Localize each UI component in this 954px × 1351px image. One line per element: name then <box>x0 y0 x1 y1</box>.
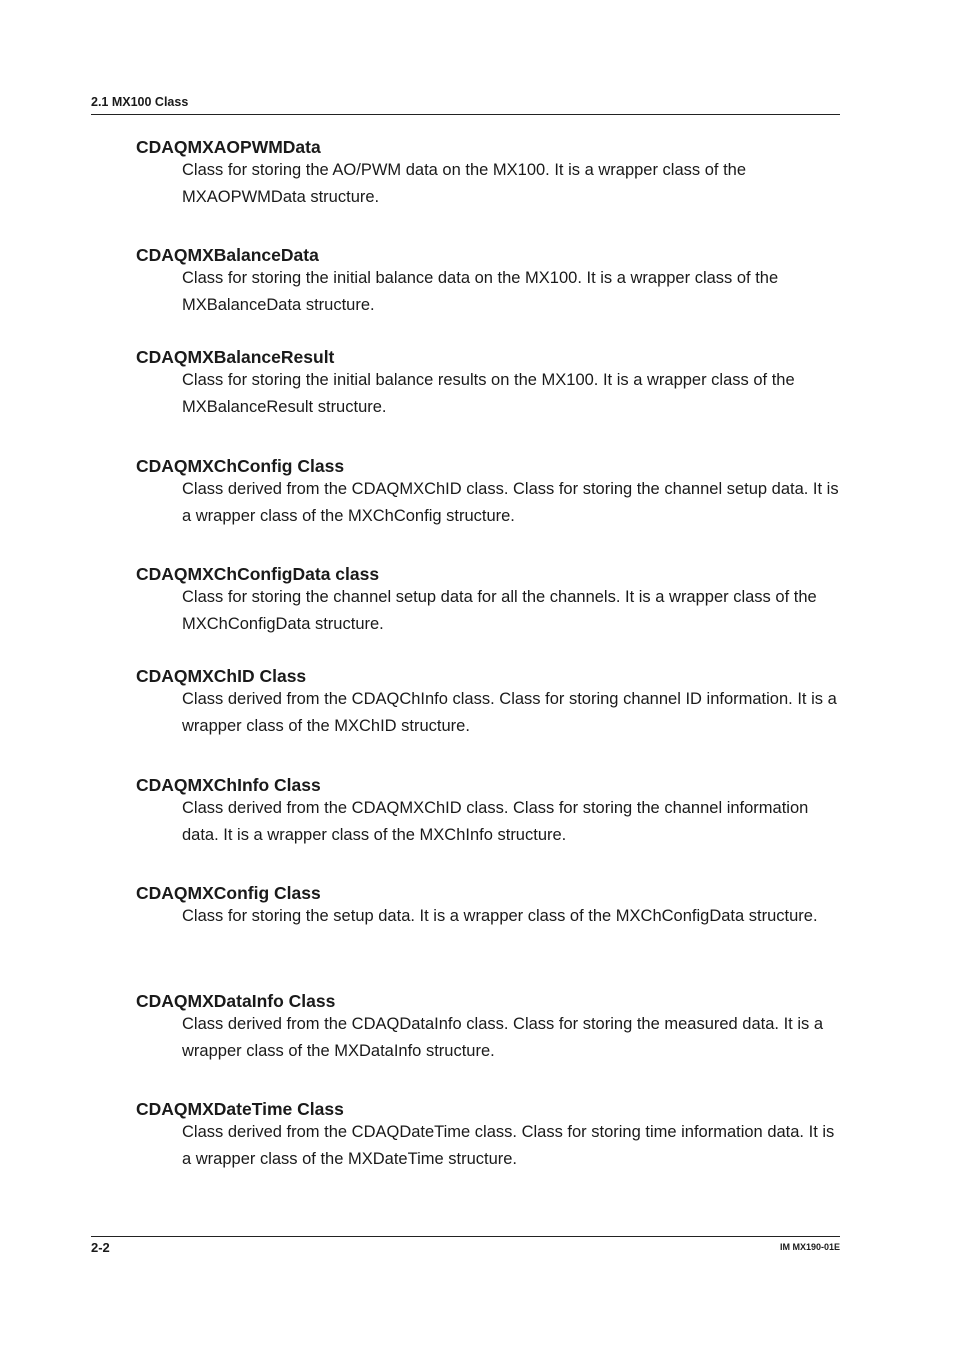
class-name: CDAQMXChConfig Class <box>136 456 345 476</box>
class-name: CDAQMXBalanceData <box>136 245 319 265</box>
class-name: CDAQMXConfig Class <box>136 883 321 903</box>
class-name: CDAQMXBalanceResult <box>136 347 335 367</box>
page-number: 2-2 <box>91 1240 110 1255</box>
page-header <box>91 95 840 115</box>
page-footer <box>91 1236 840 1257</box>
class-name: CDAQMXDateTime Class <box>136 1099 344 1119</box>
class-description: Class for storing the AO/PWM data on the MX100. It is a wrapper class of the MXAOPWMData structure. <box>182 161 747 206</box>
class-name: CDAQMXAOPWMData <box>136 137 321 157</box>
class-description: Class derived from the CDAQMXChID class. Class for storing the channel setup data. It is a wrapper class of the MXChConfig structure. <box>182 480 839 525</box>
class-description: Class derived from the CDAQMXChID class. Class for storing the channel information data. It is a wrapper class of the MXChInfo structure. <box>182 799 809 844</box>
class-description: Class derived from the CDAQDataInfo class. Class for storing the measured data. It is a wrapper class of the MXDataInfo structure. <box>182 1015 824 1060</box>
class-description: Class for storing the setup data. It is a wrapper class of the MXChConfigData structure. <box>182 907 818 925</box>
class-description: Class for storing the channel setup data for all the channels. It is a wrapper class of the MXChConfigData structure. <box>182 588 817 633</box>
class-name: CDAQMXChID Class <box>136 666 307 686</box>
class-name: CDAQMXChInfo Class <box>136 775 321 795</box>
class-description: Class derived from the CDAQChInfo class. Class for storing channel ID information. It is a wrapper class of the MXChID structure. <box>182 690 837 735</box>
class-name: CDAQMXChConfigData class <box>136 564 380 584</box>
section-title: 2.1 MX100 Class <box>91 95 189 109</box>
class-description: Class for storing the initial balance results on the MX100. It is a wrapper class of the MXBalanceResult structure. <box>182 371 795 416</box>
class-name: CDAQMXDataInfo Class <box>136 991 336 1011</box>
document-id: IM MX190-01E <box>779 1242 840 1252</box>
class-description: Class for storing the initial balance data on the MX100. It is a wrapper class of the MXBalanceData structure. <box>182 269 779 314</box>
class-description: Class derived from the CDAQDateTime class. Class for storing time information data. It is a wrapper class of the MXDateTime structure. <box>182 1123 835 1168</box>
